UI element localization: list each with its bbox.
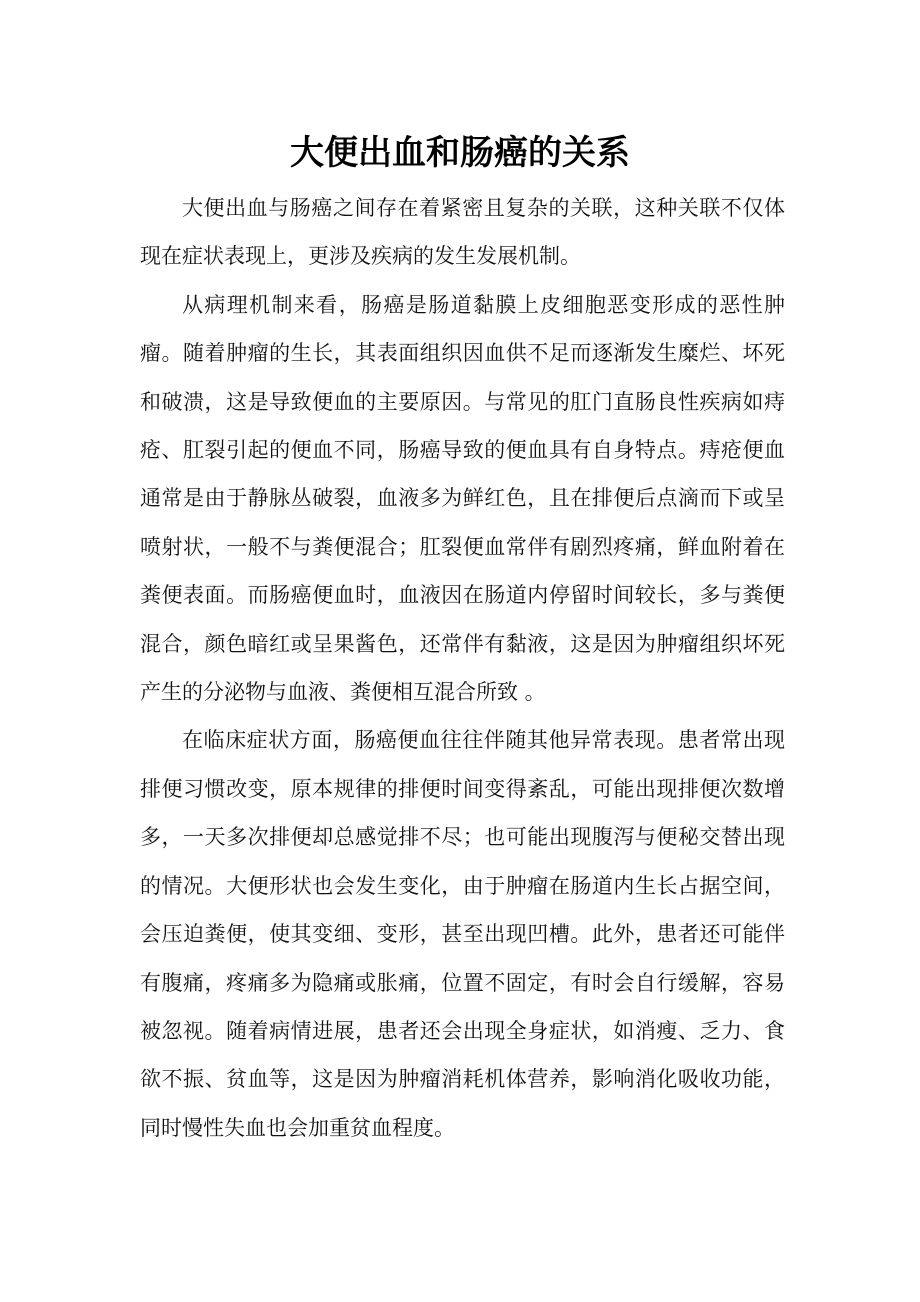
paragraph-pathology: 从病理机制来看，肠癌是肠道黏膜上皮细胞恶变形成的恶性肿瘤。随着肿瘤的生长，其表面组织因血供不足而逐渐发生糜烂、坏死和破溃，这是导致便血的主要原因。与常见的肛门直肠良性疾病如痔疮、肛裂引起的便血不同，肠癌导致的便血具有自身特点。痔疮便血通常是由于静脉丛破裂，血液多为鲜红色，且在排便后点滴而下或呈喷射状，一般不与粪便混合；肛裂便血常伴有剧烈疼痛，鲜血附着在粪便表面。而肠癌便血时，血液因在肠道内停留时间较长，多与粪便混合，颜色暗红或呈果酱色，还常伴有黏液，这是因为肿瘤组织坏死产生的分泌物与血液、粪便相互混合所致 。 [140, 292, 785, 705]
document-title: 大便出血和肠癌的关系 [290, 133, 630, 173]
paragraph-intro: 大便出血与肠癌之间存在着紧密且复杂的关联，这种关联不仅体现在症状表现上，更涉及疾病的发生发展机制。 [140, 196, 785, 269]
paragraph-clinical-symptoms: 在临床症状方面，肠癌便血往往伴随其他异常表现。患者常出现排便习惯改变，原本规律的排便时间变得紊乱，可能出现排便次数增多，一天多次排便却总感觉排不尽；也可能出现腹泻与便秘交替出现的情况。大便形状也会发生变化，由于肿瘤在肠道内生长占据空间，会压迫粪便，使其变细、变形，甚至出现凹槽。此外，患者还可能伴有腹痛，疼痛多为隐痛或胀痛，位置不固定，有时会自行缓解，容易被忽视。随着病情进展，患者还会出现全身症状，如消瘦、乏力、食欲不振、贫血等，这是因为肿瘤消耗机体营养，影响消化吸收功能，同时慢性失血也会加重贫血程度。 [140, 728, 785, 1140]
document-body [140, 184, 785, 1152]
